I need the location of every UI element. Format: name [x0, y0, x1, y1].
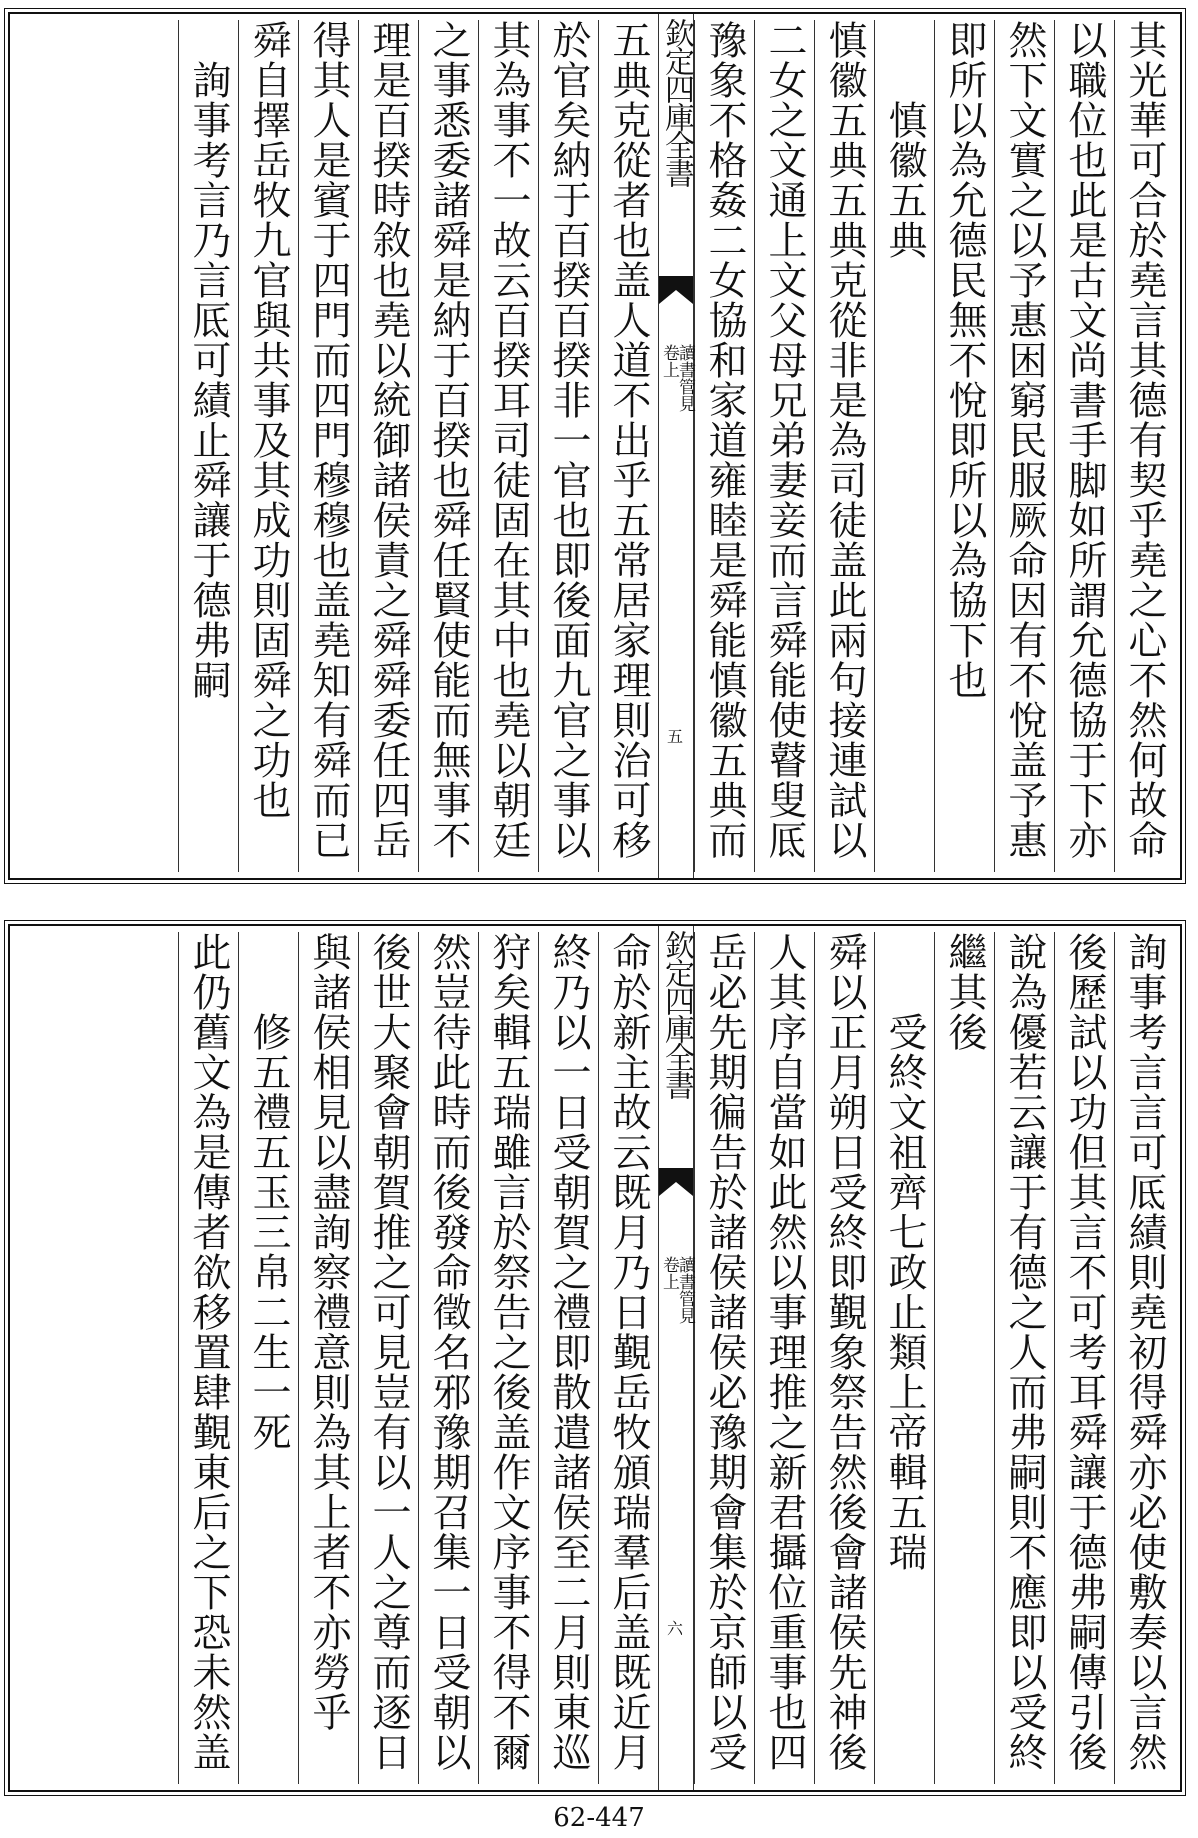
- fish-tail-mark-icon: [659, 276, 693, 316]
- banner-volume: 卷上: [659, 344, 679, 378]
- bottom-page-panel: [8, 924, 1182, 1792]
- text-column: 說為優若云讓于有德之人而弗嗣則不應即以受終: [994, 932, 1054, 1784]
- banner-page-number: 六: [667, 1619, 684, 1638]
- fish-tail-mark-icon: [659, 1168, 693, 1208]
- text-column: 狩矣輯五瑞雖言於祭告之後盖作文序事不得不爾: [478, 932, 538, 1784]
- heading-column: 詢事考言乃言厎可績止舜讓于德弗嗣: [178, 20, 238, 872]
- text-column: 然下文實之以予惠困窮民服厥命因有不悅盖予惠: [994, 20, 1054, 872]
- center-banner: [658, 926, 694, 1790]
- top-page-panel: [8, 12, 1182, 880]
- banner-book-name: 讀書管見: [675, 1256, 695, 1324]
- text-column: 然豈待此時而後發命徵名邪豫期召集一日受朝以: [418, 932, 478, 1784]
- banner-volume: 卷上: [659, 1256, 679, 1290]
- text-column: 其光華可合於堯言其德有契乎堯之心不然何故命: [1114, 20, 1174, 872]
- page-number: 62-447: [553, 1803, 645, 1833]
- section-heading-column: 修五禮五玉三帛二生一死: [238, 932, 298, 1784]
- text-column: 命於新主故云既月乃日覲岳牧頒瑞羣后盖既近月: [598, 932, 658, 1784]
- text-column: 與諸侯相見以盡詢察禮意則為其上者不亦勞乎: [298, 932, 358, 1784]
- text-column: 二女之文通上文父母兄弟妻妾而言舜能使瞽叟厎: [754, 20, 814, 872]
- text-column: 之事悉委諸舜是納于百揆也舜任賢使能而無事不: [418, 20, 478, 872]
- text-column: 於官矣納于百揆百揆非一官也即後面九官之事以: [538, 20, 598, 872]
- banner-title: 欽定四庫全書: [659, 930, 694, 1098]
- text-column: 岳必先期徧告於諸侯諸侯必豫期會集於京師以受: [694, 932, 754, 1784]
- text-column: 此仍舊文為是傳者欲移置肆覲東后之下恐未然盖: [178, 932, 238, 1784]
- banner-page-number: 五: [667, 727, 684, 746]
- text-column: 其為事不一故云百揆耳司徒固在其中也堯以朝廷: [478, 20, 538, 872]
- section-heading-column: 慎徽五典: [874, 20, 934, 872]
- text-column: 舜以正月朔日受終即覲象祭告然後會諸侯先神後: [814, 932, 874, 1784]
- text-column: 得其人是賓于四門而四門穆穆也盖堯知有舜而已: [298, 20, 358, 872]
- text-column: 即所以為允德民無不悅即所以為協下也: [934, 20, 994, 872]
- text-column: 後世大聚會朝賀推之可見豈有以一人之尊而逐日: [358, 932, 418, 1784]
- text-column: 五典克從者也盖人道不出乎五常居家理則治可移: [598, 20, 658, 872]
- text-column: 慎徽五典五典克從非是為司徒盖此兩句接連試以: [814, 20, 874, 872]
- text-column: 後歷試以功但其言不可考耳舜讓于德弗嗣傳引後: [1054, 932, 1114, 1784]
- banner-book-name: 讀書管見: [675, 344, 695, 412]
- text-column: 繼其後: [934, 932, 994, 1784]
- text-column: 人其序自當如此然以事理推之新君攝位重事也四: [754, 932, 814, 1784]
- text-column: 以職位也此是古文尚書手脚如所謂允德協于下亦: [1054, 20, 1114, 872]
- text-column: 理是百揆時敘也堯以統御諸侯責之舜舜委任四岳: [358, 20, 418, 872]
- text-column: 舜自擇岳牧九官與共事及其成功則固舜之功也: [238, 20, 298, 872]
- text-column: 豫象不格姦二女協和家道雍睦是舜能慎徽五典而: [694, 20, 754, 872]
- text-column: 終乃以一日受朝賀之禮即散遣諸侯至二月則東巡: [538, 932, 598, 1784]
- banner-title: 欽定四庫全書: [659, 18, 694, 186]
- section-heading-column: 受終文祖齊七政止類上帝輯五瑞: [874, 932, 934, 1784]
- center-banner: [658, 14, 694, 878]
- heading-column: 詢事考言言可厎績則堯初得舜亦必使敷奏以言然: [1114, 932, 1174, 1784]
